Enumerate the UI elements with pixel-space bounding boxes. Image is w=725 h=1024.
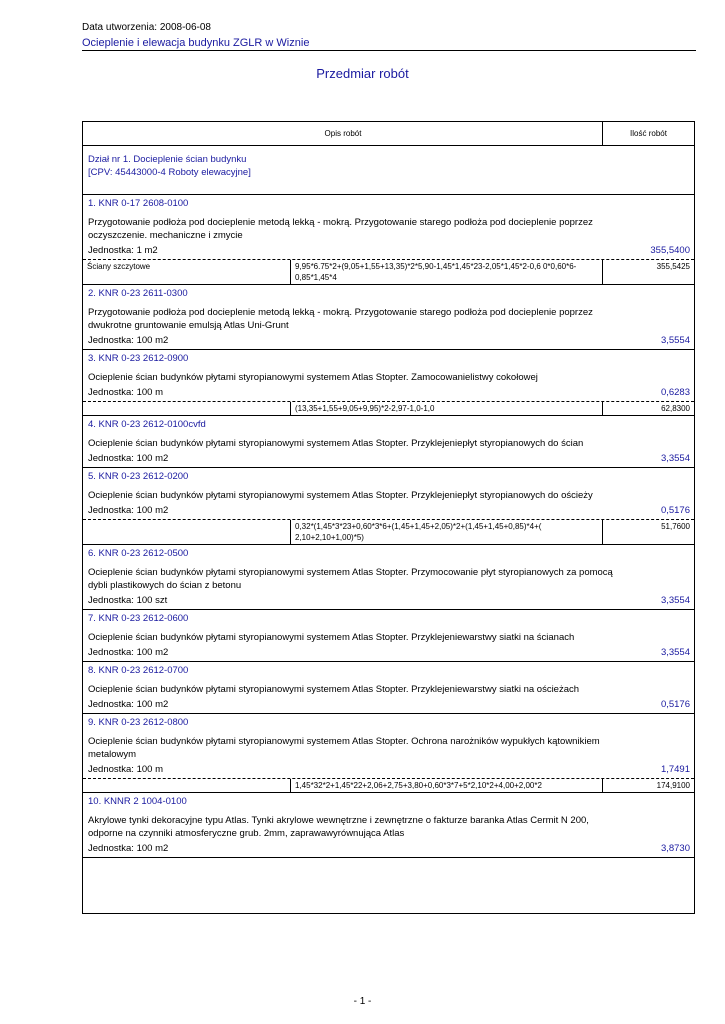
item-title: 6. KNR 0-23 2612-0500 bbox=[88, 548, 189, 559]
estimate-table bbox=[82, 121, 695, 914]
item-unit: Jednostka: 100 m2 bbox=[88, 335, 169, 346]
work-item bbox=[83, 285, 694, 350]
measurement-row bbox=[83, 779, 694, 792]
measurement-formula: 1,45*32*2+1,45*22+2,06+2,75+3,80+0,60*3*7+5*2,10*2+4,00+2,00*2 bbox=[290, 779, 603, 792]
work-item bbox=[83, 195, 694, 285]
item-description: Ocieplenie ścian budynków płytami styropianowymi systemem Atlas Stopter. Przyklejeniepłyt styropianowych do ścian bbox=[88, 438, 584, 449]
item-title: 2. KNR 0-23 2611-0300 bbox=[88, 288, 188, 299]
project-title: Ocieplenie i elewacja budynku ZGLR w Wiznie bbox=[82, 37, 310, 49]
item-description: Akrylowe tynki dekoracyjne typu Atlas. Tynki akrylowe wewnętrzne i zewnętrzne o fakturze baranka Atlas Cermit N 200, odporne na czynniki atmosferyczne grub. 2mm, zaprawawyrównująca Atlas bbox=[88, 815, 589, 839]
header-rule bbox=[82, 50, 696, 51]
section-cpv: [CPV: 45443000-4 Roboty elewacyjne] bbox=[88, 167, 251, 178]
column-header-quantity: Ilość robót bbox=[630, 129, 667, 138]
item-unit: Jednostka: 1 m2 bbox=[88, 245, 158, 256]
item-quantity: 0,6283 bbox=[660, 387, 690, 398]
item-unit-row bbox=[83, 644, 694, 661]
item-title: 5. KNR 0-23 2612-0200 bbox=[88, 471, 189, 482]
item-title: 1. KNR 0-17 2608-0100 bbox=[88, 198, 189, 209]
item-unit-row bbox=[83, 332, 694, 349]
item-description: Ocieplenie ścian budynków płytami styropianowymi systemem Atlas Stopter. Ochrona narożników wypukłych kątownikiem metalowym bbox=[88, 736, 600, 760]
measurement-value: 355,5425 bbox=[656, 262, 690, 271]
item-quantity: 0,5176 bbox=[660, 505, 690, 516]
measurement-name: Ściany szczytowe bbox=[87, 262, 151, 271]
item-title: 8. KNR 0-23 2612-0700 bbox=[88, 665, 189, 676]
item-quantity: 355,5400 bbox=[650, 245, 690, 256]
work-item bbox=[83, 610, 694, 662]
item-unit: Jednostka: 100 m2 bbox=[88, 505, 169, 516]
work-item bbox=[83, 416, 694, 468]
table-header bbox=[83, 122, 694, 146]
items-list bbox=[83, 195, 694, 858]
item-description: Przygotowanie podłoża pod docieplenie metodą lekką - mokrą. Przygotowanie starego podłoża pod docieplenie poprzez dwukrotne gruntowanie emulsją Atlas Uni-Grunt bbox=[88, 307, 593, 331]
work-item bbox=[83, 662, 694, 714]
measurement-row bbox=[83, 520, 694, 544]
measurement-value: 51,7600 bbox=[661, 522, 690, 531]
measurement-formula: (13,35+1,55+9,05+9,95)*2-2,97-1,0-1,0 bbox=[290, 402, 603, 415]
item-unit-row bbox=[83, 502, 694, 520]
item-title: 9. KNR 0-23 2612-0800 bbox=[88, 717, 189, 728]
item-unit-row bbox=[83, 761, 694, 779]
item-unit: Jednostka: 100 m2 bbox=[88, 647, 169, 658]
measurement-name bbox=[83, 520, 290, 544]
work-item bbox=[83, 714, 694, 793]
item-quantity: 3,3554 bbox=[660, 595, 690, 606]
column-header-description: Opis robót bbox=[324, 129, 362, 138]
item-title: 7. KNR 0-23 2612-0600 bbox=[88, 613, 189, 624]
measurement-value: 174,9100 bbox=[656, 781, 690, 790]
item-quantity: 1,7491 bbox=[660, 764, 690, 775]
measurement-formula: 9,95*6.75*2+(9,05+1,55+13,35)*2*5,90-1,45*1,45*23-2,05*1,45*2-0,6 0*0,60*6-0,85*1,45*4 bbox=[290, 260, 603, 284]
item-unit: Jednostka: 100 m2 bbox=[88, 453, 169, 464]
item-unit-row bbox=[83, 592, 694, 609]
creation-date: Data utworzenia: 2008-06-08 bbox=[82, 22, 211, 33]
measurement-name bbox=[83, 402, 290, 415]
measurement-formula: 0,32*(1,45*3*23+0,60*3*6+(1,45+1,45+2,05)*2+(1,45+1,45+0,85)*4+( 2,10+2,10+1,00)*5) bbox=[290, 520, 603, 544]
item-quantity: 3,8730 bbox=[660, 843, 690, 854]
item-quantity: 3,3554 bbox=[660, 453, 690, 464]
item-description: Ocieplenie ścian budynków płytami styropianowymi systemem Atlas Stopter. Przyklejeniewarstwy siatki na ościeżach bbox=[88, 684, 580, 695]
item-title: 4. KNR 0-23 2612-0100cvfd bbox=[88, 419, 206, 430]
work-item bbox=[83, 793, 694, 858]
item-unit-row bbox=[83, 840, 694, 857]
measurement-row bbox=[83, 402, 694, 415]
item-description: Ocieplenie ścian budynków płytami styropianowymi systemem Atlas Stopter. Przyklejeniewarstwy siatki na ścianach bbox=[88, 632, 575, 643]
page-number: - 1 - bbox=[353, 996, 372, 1007]
item-title: 10. KNNR 2 1004-0100 bbox=[88, 796, 187, 807]
item-unit-row bbox=[83, 242, 694, 260]
work-item bbox=[83, 468, 694, 545]
item-unit: Jednostka: 100 m2 bbox=[88, 699, 169, 710]
item-unit-row bbox=[83, 384, 694, 402]
item-description: Ocieplenie ścian budynków płytami styropianowymi systemem Atlas Stopter. Przymocowanie płyt styropianowych za pomocą dybli plastikowych do ścian z betonu bbox=[88, 567, 613, 591]
item-quantity: 0,5176 bbox=[660, 699, 690, 710]
item-quantity: 3,3554 bbox=[660, 647, 690, 658]
section-title: Dział nr 1. Docieplenie ścian budynku bbox=[88, 154, 247, 165]
item-description: Ocieplenie ścian budynków płytami styropianowymi systemem Atlas Stopter. Zamocowanielistwy cokołowej bbox=[88, 372, 538, 383]
item-unit: Jednostka: 100 m bbox=[88, 764, 163, 775]
item-description: Ocieplenie ścian budynków płytami styropianowymi systemem Atlas Stopter. Przyklejeniepłyt styropianowych do ościeży bbox=[88, 490, 593, 501]
item-title: 3. KNR 0-23 2612-0900 bbox=[88, 353, 189, 364]
measurement-value: 62,8300 bbox=[661, 404, 690, 413]
work-item bbox=[83, 350, 694, 416]
section-heading bbox=[83, 146, 694, 195]
work-item bbox=[83, 545, 694, 610]
item-unit: Jednostka: 100 szt bbox=[88, 595, 168, 606]
page-header bbox=[82, 22, 696, 50]
item-quantity: 3,5554 bbox=[660, 335, 690, 346]
page-title: Przedmiar robót bbox=[316, 66, 409, 81]
item-unit: Jednostka: 100 m2 bbox=[88, 843, 169, 854]
measurement-name bbox=[83, 779, 290, 792]
item-unit-row bbox=[83, 696, 694, 713]
measurement-row bbox=[83, 260, 694, 284]
item-description: Przygotowanie podłoża pod docieplenie metodą lekką - mokrą. Przygotowanie starego podłoża pod docieplenie poprzez oczyszczenie. mechaniczne i zmycie bbox=[88, 217, 593, 241]
item-unit-row bbox=[83, 450, 694, 467]
item-unit: Jednostka: 100 m bbox=[88, 387, 163, 398]
